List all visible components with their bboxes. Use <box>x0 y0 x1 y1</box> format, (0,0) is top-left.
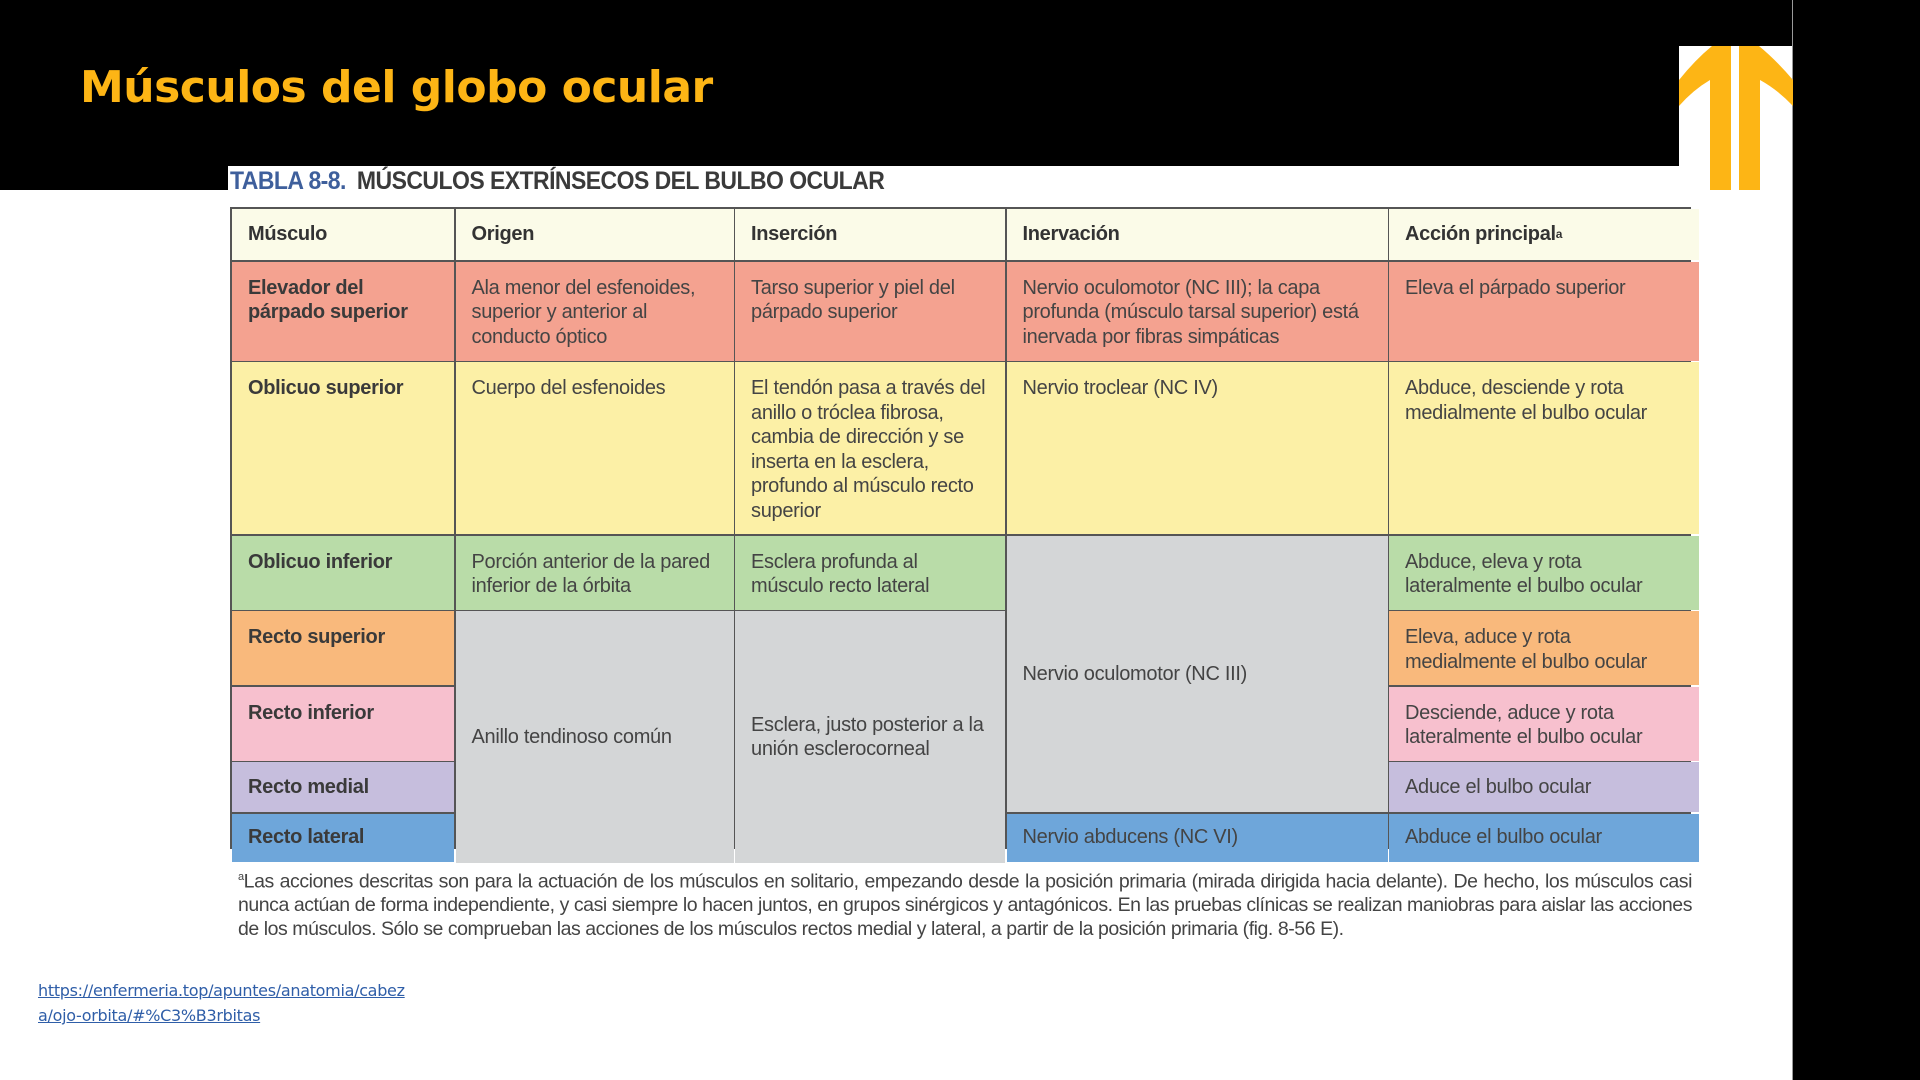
muscle-name-oblicuo-superior: Oblicuo superior <box>232 362 454 534</box>
muscle-name-elevador: Elevador del párpado superior <box>232 262 454 361</box>
slide-header-bar-extension <box>0 166 228 190</box>
column-header-action <box>1389 209 1699 260</box>
muscle-name-recto-lateral: Recto lateral <box>232 814 454 862</box>
innervation-oblicuo-superior: Nervio troclear (NC IV) <box>1007 362 1388 534</box>
action-recto-medial: Aduce el bulbo ocular <box>1389 762 1699 812</box>
table-number: TABLA 8-8. <box>230 167 346 195</box>
muscle-name-recto-superior: Recto superior <box>232 611 454 685</box>
column-header-insertion: Inserción <box>735 209 1005 260</box>
insertion-elevador: Tarso superior y piel del párpado superior <box>735 262 1005 361</box>
action-recto-superior: Eleva, aduce y rota medialmente el bulbo ocular <box>1389 611 1699 685</box>
innervation-elevador: Nervio oculomotor (NC III); la capa profunda (músculo tarsal superior) está inervada por fibras simpáticas <box>1007 262 1388 361</box>
insertion-oblicuo-superior: El tendón pasa a través del anillo o tróclea fibrosa, cambia de dirección y se inserta en la esclera, profundo al músculo recto superior <box>735 362 1005 534</box>
origin-oblicuo-superior: Cuerpo del esfenoides <box>456 362 734 534</box>
footnote-mark: a <box>1555 227 1563 242</box>
right-black-strip <box>1793 0 1920 1080</box>
action-recto-inferior: Desciende, aduce y rota lateralmente el bulbo ocular <box>1389 687 1699 761</box>
insertion-oblicuo-inferior: Esclera profunda al músculo recto lateral <box>735 536 1005 610</box>
table-footnote <box>230 866 1692 941</box>
muscle-name-recto-inferior: Recto inferior <box>232 687 454 761</box>
footnote-text: Las acciones descritas son para la actuación de los músculos en solitario, empezando desde la posición primaria (mirada dirigida hacia delante). De hecho, los músculos casi nunca actúan de forma independiente, y casi siempre lo hacen juntos, en grupos sinérgicos y antagónicos. En las pruebas clínicas se realizan maniobras para aislar las acciones de los músculos. Sólo se comprueban las acciones de los músculos rectos medial y lateral, a partir de la posición primaria (fig. 8-56 E). <box>238 870 1692 940</box>
double-arrow-up-logo-icon <box>1679 46 1793 190</box>
action-oblicuo-inferior: Abduce, eleva y rota lateralmente el bulbo ocular <box>1389 536 1699 610</box>
insertion-rectus-shared: Esclera, justo posterior a la unión esclerocorneal <box>735 611 1005 863</box>
muscle-name-recto-medial: Recto medial <box>232 762 454 812</box>
source-link[interactable]: https://enfermeria.top/apuntes/anatomia/cabeza/ojo-orbita/#%C3%B3rbitas <box>38 981 405 1025</box>
table-title-text: MÚSCULOS EXTRÍNSECOS DEL BULBO OCULAR <box>356 167 885 195</box>
logo-background <box>1679 0 1793 46</box>
action-recto-lateral: Abduce el bulbo ocular <box>1389 814 1699 862</box>
table-title <box>230 167 884 196</box>
muscles-table <box>230 207 1691 849</box>
action-elevador: Eleva el párpado superior <box>1389 262 1699 361</box>
column-header-action-label: Acción principal <box>1405 223 1556 246</box>
column-header-origin: Origen <box>456 209 734 260</box>
action-oblicuo-superior: Abduce, desciende y rota medialmente el bulbo ocular <box>1389 362 1699 534</box>
column-header-muscle: Músculo <box>232 209 454 260</box>
origin-oblicuo-inferior: Porción anterior de la pared inferior de la órbita <box>456 536 734 610</box>
muscle-name-oblicuo-inferior: Oblicuo inferior <box>232 536 454 610</box>
slide-title: Músculos del globo ocular <box>80 62 713 113</box>
column-header-innervation: Inervación <box>1007 209 1388 260</box>
footnote-mark: a <box>238 871 244 883</box>
innervation-recto-lateral: Nervio abducens (NC VI) <box>1007 814 1388 862</box>
innervation-oculomotor-shared: Nervio oculomotor (NC III) <box>1007 536 1388 813</box>
origin-elevador: Ala menor del esfenoides, superior y anterior al conducto óptico <box>456 262 734 361</box>
origin-rectus-shared: Anillo tendinoso común <box>456 611 734 863</box>
